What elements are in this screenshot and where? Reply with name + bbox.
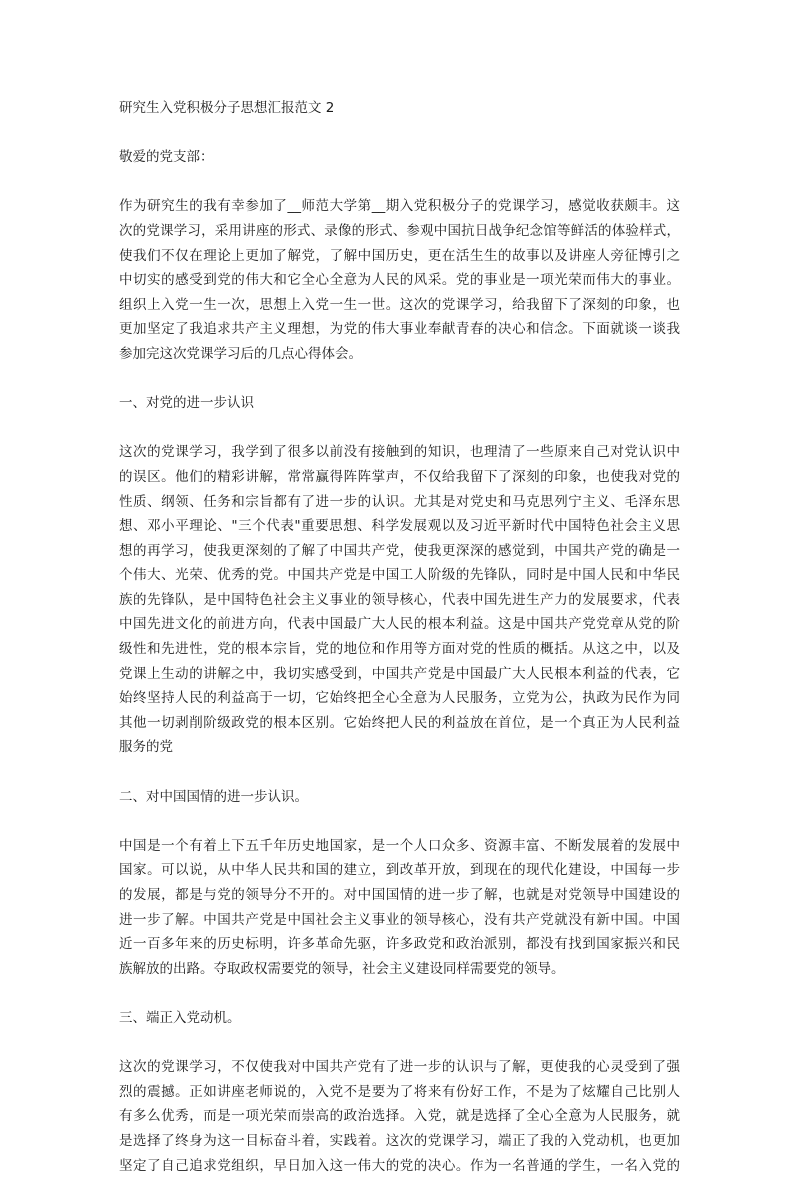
text-line: 服务的党 [119,739,173,756]
document-title: 研究生入党积极分子思想汇报范文 2 [119,100,335,116]
text-line: 次的党课学习，采用讲座的形式、录像的形式、参观中国抗日战争纪念馆等鲜活的体验样式， [119,222,680,239]
text-line: 中切实的感受到党的伟大和它全心全意为人民的风采。党的事业是一项光荣而伟大的事业。 [119,272,680,289]
text-line: 有多么优秀，而是一项光荣而崇高的政治选择。入党，就是选择了全心全意为人民服务，就 [119,1108,680,1125]
section3-paragraph [119,1055,680,1178]
text-line: 的误区。他们的精彩讲解，常常赢得阵阵掌声，不仅给我留下了深刻的印象，也使我对党的 [119,468,680,485]
text-line: 更加坚定了我追求共产主义理想，为党的伟大事业奉献青春的决心和信念。下面就谈一谈我 [119,321,680,338]
text-line: 想、邓小平理论、"三个代表"重要思想、科学发展观以及习近平新时代中国特色社会主义思 [119,518,680,535]
text-line: 坚定了自己追求党组织，早日加入这一伟大的党的决心。作为一名普通的学生，一名入党的 [119,1157,680,1174]
text-line: 这次的党课学习，不仅使我对中国共产党有了进一步的认识与了解，更使我的心灵受到了强 [119,1059,680,1076]
text-line: 想的再学习，使我更深刻的了解了中国共产党，使我更深深的感觉到，中国共产党的确是一 [119,542,680,559]
text-line: 参加完这次党课学习后的几点心得体会。 [119,345,362,362]
text-line: 中国是一个有着上下五千年历史地国家，是一个人口众多、资源丰富、不断发展着的发展中 [119,837,680,854]
text-line: 党课上生动的讲解之中，我切实感受到，中国共产党是中国最广大人民根本利益的代表，它 [119,665,680,682]
text-line: 始终坚持人民的利益高于一切，它始终把全心全意为人民服务，立党为公，执政为民作为同 [119,690,680,707]
text-line: 是选择了终身为这一目标奋斗着，实践着。这次的党课学习，端正了我的入党动机，也更加 [119,1132,680,1149]
section-heading: 一、对党的进一步认识 [119,395,254,412]
section-heading: 二、对中国国情的进一步认识。 [119,788,308,805]
text-line: 近一百多年来的历史标明，许多革命先驱，许多政党和政治派别，都没有找到国家振兴和民 [119,936,680,953]
text-line: 级性和先进性，党的根本宗旨，党的地位和作用等方面对党的性质的概括。从这之中，以及 [119,641,680,658]
text-line: 族的先锋队，是中国特色社会主义事业的领导核心，代表中国先进生产力的发展要求，代表 [119,591,680,608]
text-line: 中国先进文化的前进方向，代表中国最广大人民的根本利益。这是中国共产党党章从党的阶 [119,616,680,633]
text-line: 这次的党课学习，我学到了很多以前没有接触到的知识，也理清了一些原来自己对党认识中 [119,444,680,461]
intro-paragraph [119,194,680,366]
section1-paragraph [119,440,680,760]
text-line: 使我们不仅在理论上更加了解党，了解中国历史，更在活生生的故事以及讲座人旁征博引之 [119,247,680,264]
salutation: 敬爱的党支部： [119,149,214,166]
text-line: 性质、纲领、任务和宗旨都有了进一步的认识。尤其是对党史和马克思列宁主义、毛泽东思 [119,493,680,510]
text-line: 国家。可以说，从中华人民共和国的建立，到改革开放，到现在的现代化建设，中国每一步 [119,862,680,879]
text-line: 组织上入党一生一次，思想上入党一生一世。这次的党课学习，给我留下了深刻的印象，也 [119,296,680,313]
text-line: 烈的震撼。正如讲座老师说的，入党不是要为了将来有份好工作，不是为了炫耀自己比别人 [119,1083,680,1100]
text-line: 的发展，都是与党的领导分不开的。对中国国情的进一步了解，也就是对党领导中国建设的 [119,887,680,903]
text-line: 族解放的出路。夺取政权需要党的领导，社会主义建设同样需要党的领导。 [119,960,565,977]
text-line: 其他一切剥削阶级政党的根本区别。它始终把人民的利益放在首位，是一个真正为人民利益 [119,714,680,731]
document-page [119,96,680,1203]
text-line: 作为研究生的我有幸参加了__师范大学第__期入党积极分子的党课学习，感觉收获颇丰。这 [119,198,680,215]
section2-paragraph [119,834,680,982]
text-line: 进一步了解。中国共产党是中国社会主义事业的领导核心，没有共产党就没有新中国。中国 [119,911,680,928]
text-line: 个伟大、光荣、优秀的党。中国共产党是中国工人阶级的先锋队，同时是中国人民和中华民 [119,567,680,584]
section-heading: 三、端正入党动机。 [119,1009,241,1026]
